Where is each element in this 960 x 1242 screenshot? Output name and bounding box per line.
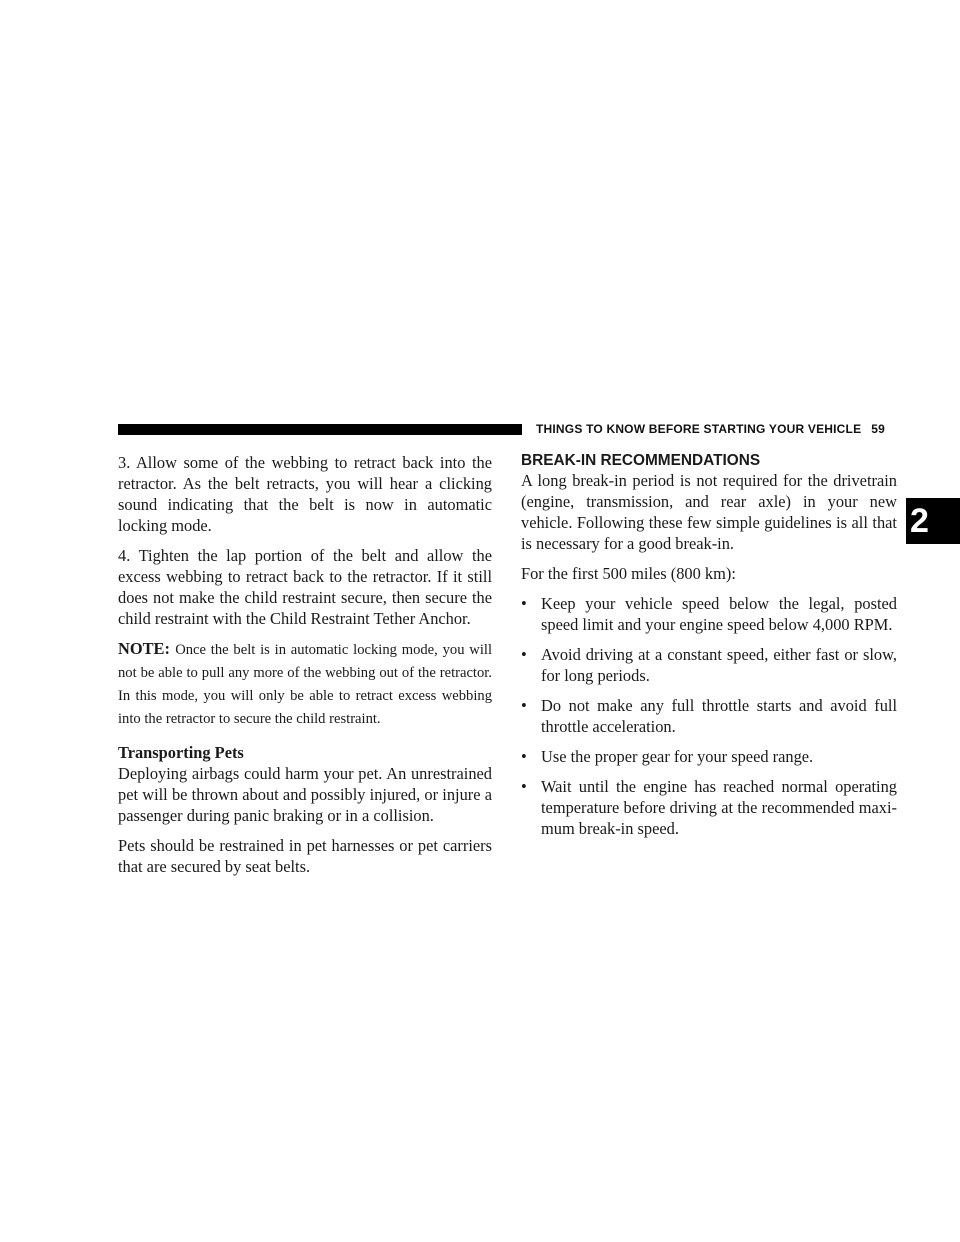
first-miles-line: For the first 500 miles (800 km):: [521, 564, 736, 583]
list-item: [521, 593, 897, 635]
pets-paragraph-1: Deploying airbags could harm your pet. An unrestrained pet will be thrown about and possibly injured, or injure a passenger during panic braking or in a collision.: [118, 764, 492, 825]
page-number: 59: [871, 422, 886, 436]
left-column: [118, 452, 492, 886]
break-in-heading: BREAK-IN RECOMMENDATIONS: [521, 452, 761, 469]
list-item-text: Keep your vehicle speed below the legal, posted speed limit and your engine speed below 4,000 RPM.: [541, 594, 897, 634]
list-item-text: Wait until the engine has reached normal operating temperature before driving at the recommended maxi- mum break-in speed.: [541, 777, 897, 838]
bullet-icon: •: [521, 696, 527, 715]
list-item: [521, 644, 897, 686]
list-item-text: Avoid driving at a constant speed, either fast or slow, for long periods.: [541, 645, 897, 685]
running-header: [536, 422, 885, 436]
list-item: [521, 695, 897, 737]
break-in-list: [521, 593, 897, 839]
note-label: NOTE:: [118, 639, 170, 658]
list-item: [521, 776, 897, 839]
bullet-icon: •: [521, 747, 527, 766]
bullet-icon: •: [521, 777, 527, 796]
list-item: [521, 746, 897, 767]
list-item-text: Use the proper gear for your speed range.: [541, 747, 814, 766]
pets-paragraph-2: Pets should be restrained in pet harnesses or pet carriers that are secured by seat belts.: [118, 836, 492, 876]
list-item-text: Do not make any full throttle starts and avoid full throttle acceleration.: [541, 696, 897, 736]
note-paragraph: [118, 638, 492, 730]
note-text: Once the belt is in automatic locking mode, you will not be able to pull any more of the webbing out of the retractor. In this mode, you will only be able to retract excess webbing into the retractor to secure the child restraint.: [118, 642, 492, 727]
step-3-paragraph: 3. Allow some of the webbing to retract back into the retractor. As the belt retracts, you will hear a clicking sound indicating that the belt is now in automatic locking mode.: [118, 453, 492, 535]
bullet-icon: •: [521, 594, 527, 613]
right-column: [521, 452, 897, 848]
break-in-intro: A long break-in period is not required for the drivetrain (engine, transmission, and rear axle) in your new vehicle. Following these few simple guidelines is all that is necessary for a good break-in.: [521, 471, 897, 553]
pets-heading: Transporting Pets: [118, 743, 244, 762]
header-rule-bar: [118, 424, 522, 435]
bullet-icon: •: [521, 645, 527, 664]
chapter-tab: 2: [906, 498, 960, 544]
step-4-paragraph: 4. Tighten the lap portion of the belt and allow the excess webbing to retract back to the retractor. If it still does not make the child restraint secure, then secure the child restraint with the Child Restraint Tether Anchor.: [118, 546, 492, 628]
section-title: THINGS TO KNOW BEFORE STARTING YOUR VEHICLE: [536, 422, 862, 436]
